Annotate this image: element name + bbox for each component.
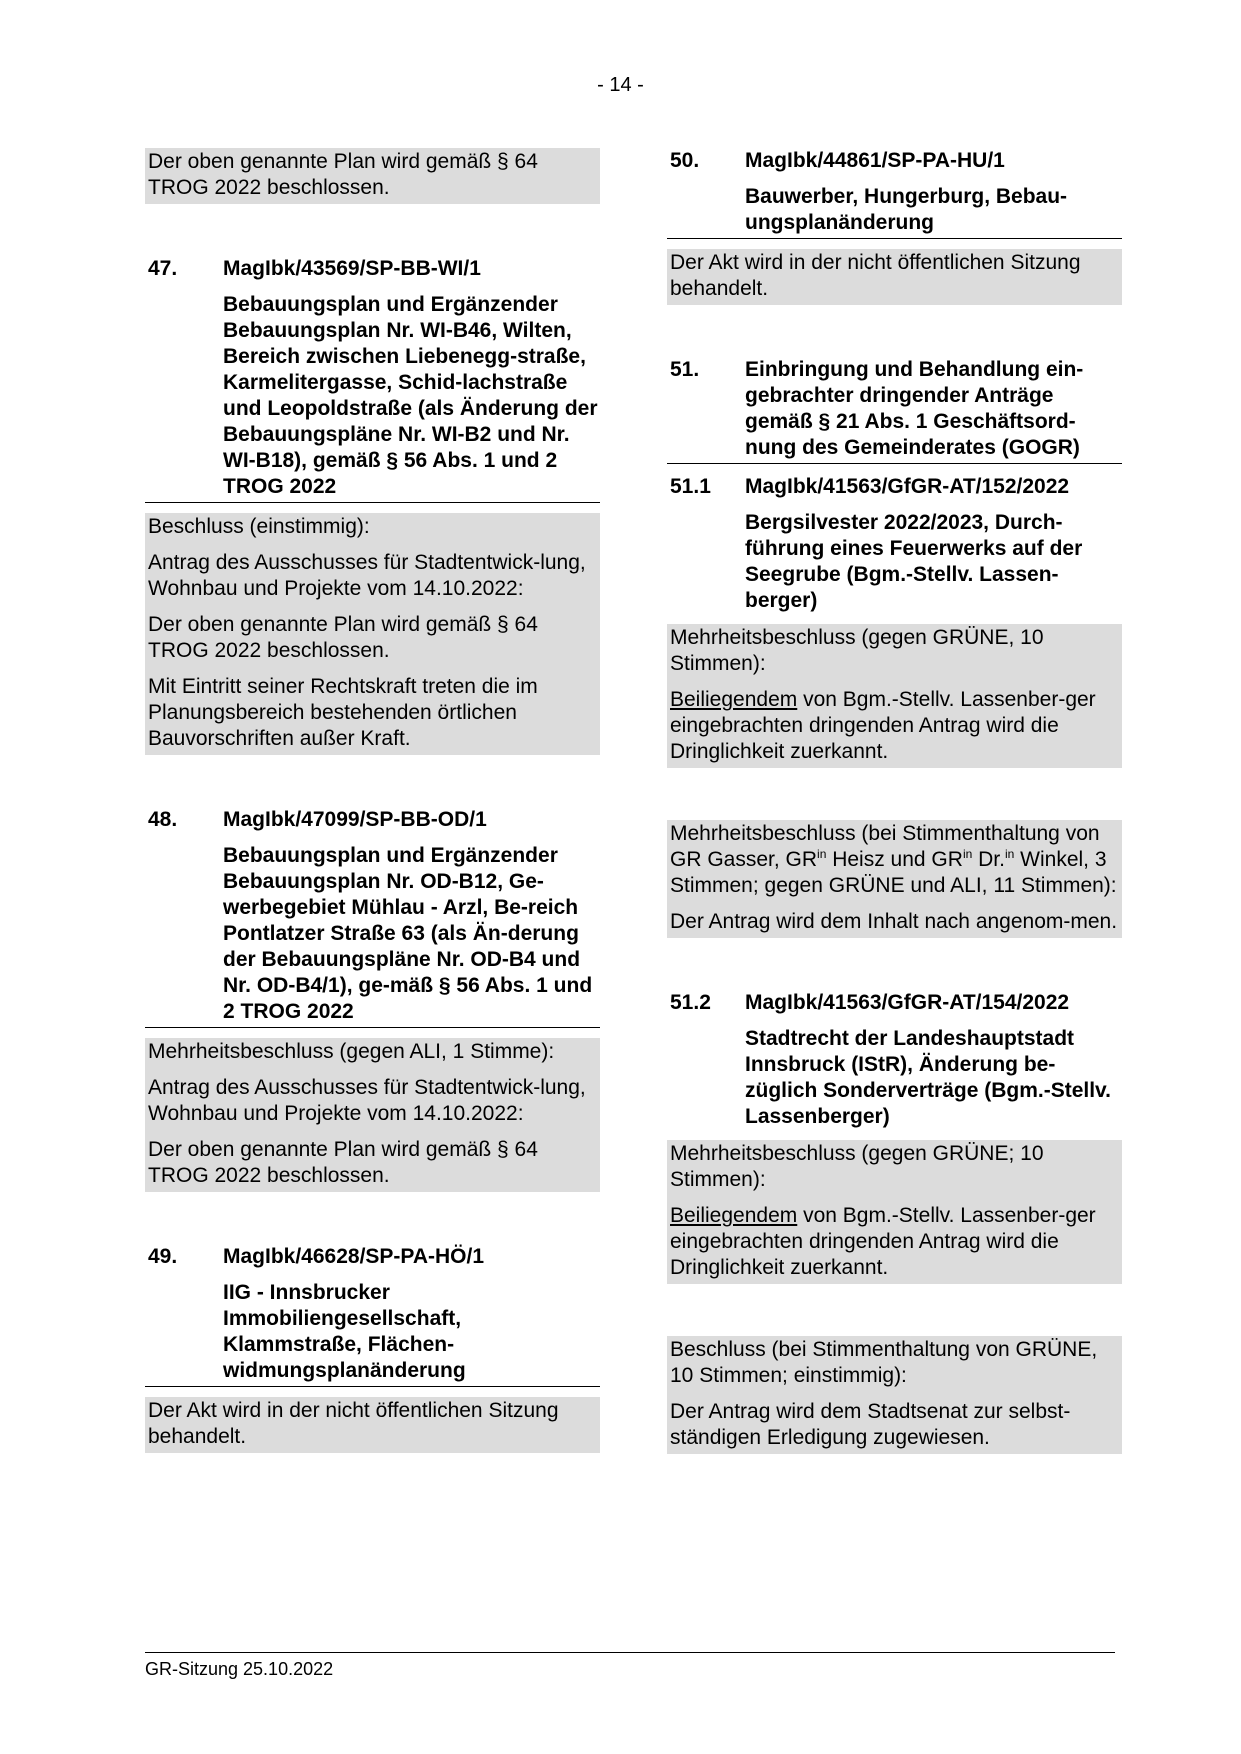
- resolution-box: [667, 820, 1122, 938]
- item-number: 51.: [670, 358, 700, 381]
- item-code: MagIbk/43569/SP-BB-WI/1: [223, 257, 481, 280]
- item-number: 51.1: [670, 475, 711, 498]
- resolution-text: Der Akt wird in der nicht öffentlichen Sitzung behandelt.: [670, 251, 1081, 300]
- resolution-text: Der oben genannte Plan wird gemäß § 64 TROG 2022 beschlossen.: [148, 150, 538, 199]
- text-part: Winkel, 3 Stimmen; gegen GRÜNE und ALI, 11 Stimmen):: [670, 848, 1117, 897]
- resolution-text: Der oben genannte Plan wird gemäß § 64 TROG 2022 beschlossen.: [148, 1138, 538, 1187]
- resolution-box: [667, 1336, 1122, 1454]
- superscript: in: [817, 847, 827, 861]
- item-code: MagIbk/41563/GfGR-AT/154/2022: [745, 991, 1070, 1014]
- resolution-text: Der Antrag wird dem Stadtsenat zur selbst-ständigen Erledigung zugewiesen.: [670, 1400, 1071, 1449]
- agenda-item-50: [667, 148, 1122, 239]
- agenda-item-51-1: [667, 474, 1122, 614]
- resolution-text: Der oben genannte Plan wird gemäß § 64 TROG 2022 beschlossen.: [148, 613, 538, 662]
- resolution-text: [670, 1203, 1119, 1281]
- item-title: Bebauungsplan und Ergänzender Bebauungsplan Nr. WI-B46, Wilten, Bereich zwischen Liebenegg-straße, Karmelitergasse, Schid-lachstraße und Leopoldstraße (als Änderung der Bebauungspläne Nr. WI-B2 und Nr. WI-B18), gemäß § 56 Abs. 1 und 2 TROG 2022: [223, 293, 598, 498]
- page-footer: GR-Sitzung 25.10.2022: [145, 1652, 1115, 1680]
- item-code: MagIbk/47099/SP-BB-OD/1: [223, 808, 487, 831]
- text-part: Dr.: [978, 848, 1005, 871]
- resolution-text: Mehrheitsbeschluss (gegen GRÜNE; 10 Stimmen):: [670, 1142, 1044, 1191]
- item-code: MagIbk/44861/SP-PA-HU/1: [745, 149, 1005, 172]
- resolution-box: [667, 624, 1122, 768]
- resolution-text: Antrag des Ausschusses für Stadtentwick-lung, Wohnbau und Projekte vom 14.10.2022:: [148, 1076, 586, 1125]
- item-title: Einbringung und Behandlung ein-gebrachter dringender Anträge gemäß § 21 Abs. 1 Geschäftsord-nung des Gemeinderates (GOGR): [745, 358, 1084, 459]
- text-part: Heisz und GR: [826, 848, 963, 871]
- right-column: [667, 148, 1122, 1454]
- item-title: Bergsilvester 2022/2023, Durch-führung eines Feuerwerks auf der Seegrube (Bgm.-Stellv. Lassen-berger): [745, 511, 1083, 612]
- resolution-box: [667, 1140, 1122, 1284]
- resolution-text: [670, 821, 1119, 899]
- underlined-word: Beiliegendem: [670, 688, 798, 711]
- underlined-word: Beiliegendem: [670, 1204, 798, 1227]
- item-code: MagIbk/41563/GfGR-AT/152/2022: [745, 475, 1070, 498]
- left-column: [145, 148, 600, 1453]
- agenda-item-49: [145, 1244, 600, 1387]
- resolution-box: [145, 513, 600, 755]
- item-number: 47.: [148, 257, 178, 280]
- item-title: Bauwerber, Hungerburg, Bebau-ungsplanänderung: [745, 185, 1068, 234]
- resolution-box: [145, 1038, 600, 1192]
- item-number: 48.: [148, 808, 178, 831]
- resolution-text-rest: von Bgm.-Stellv. Lassenber-ger eingebrachten dringenden Antrag wird die Dringlichkeit zuerkannt.: [670, 688, 1096, 763]
- item-code: MagIbk/46628/SP-PA-HÖ/1: [223, 1245, 485, 1268]
- superscript: in: [962, 847, 973, 861]
- item-number: 51.2: [670, 991, 711, 1014]
- item-title: Stadtrecht der Landeshauptstadt Innsbruck (IStR), Änderung be-züglich Sonderverträge (Bgm.-Stellv. Lassenberger): [745, 1027, 1112, 1128]
- item-number: 49.: [148, 1245, 178, 1268]
- resolution-text: Der Akt wird in der nicht öffentlichen Sitzung behandelt.: [148, 1399, 559, 1448]
- page-number: - 14 -: [597, 74, 644, 96]
- agenda-item-47: [145, 256, 600, 503]
- superscript: in: [1004, 847, 1015, 861]
- resolution-text: Mit Eintritt seiner Rechtskraft treten die im Planungsbereich bestehenden örtlichen Bauvorschriften außer Kraft.: [148, 675, 538, 750]
- resolution-text: Der Antrag wird dem Inhalt nach angenom-men.: [670, 910, 1118, 933]
- resolution-text: Beschluss (bei Stimmenthaltung von GRÜNE, 10 Stimmen; einstimmig):: [670, 1338, 1098, 1387]
- resolution-text: Mehrheitsbeschluss (gegen GRÜNE, 10 Stimmen):: [670, 626, 1044, 675]
- resolution-text: Mehrheitsbeschluss (gegen ALI, 1 Stimme):: [148, 1040, 555, 1063]
- resolution-text: [670, 687, 1119, 765]
- item-title: Bebauungsplan und Ergänzender Bebauungsplan Nr. OD-B12, Ge-werbegebiet Mühlau - Arzl, Be-reich Pontlatzer Straße 63 (als Än-derung der Bebauungspläne Nr. OD-B4 und Nr. OD-B4/1), ge-mäß § 56 Abs. 1 und 2 TROG 2022: [223, 844, 593, 1023]
- resolution-text: Antrag des Ausschusses für Stadtentwick-lung, Wohnbau und Projekte vom 14.10.2022:: [148, 551, 586, 600]
- resolution-text: Beschluss (einstimmig):: [148, 515, 370, 538]
- agenda-item-51: [667, 357, 1122, 464]
- item-title: IIG - Innsbrucker Immobiliengesellschaft, Klammstraße, Flächen-widmungsplanänderung: [223, 1281, 466, 1382]
- agenda-item-48: [145, 807, 600, 1028]
- resolution-box: [667, 249, 1122, 305]
- item-number: 50.: [670, 149, 700, 172]
- agenda-item-51-2: [667, 990, 1122, 1130]
- resolution-box: [145, 148, 600, 204]
- text-part: Mehrheitsbeschluss (bei Stimmenthaltung von GR Gasser, GR: [670, 822, 1100, 871]
- resolution-box: [145, 1397, 600, 1453]
- resolution-text-rest: von Bgm.-Stellv. Lassenber-ger eingebrachten dringenden Antrag wird die Dringlichkeit zuerkannt.: [670, 1204, 1096, 1279]
